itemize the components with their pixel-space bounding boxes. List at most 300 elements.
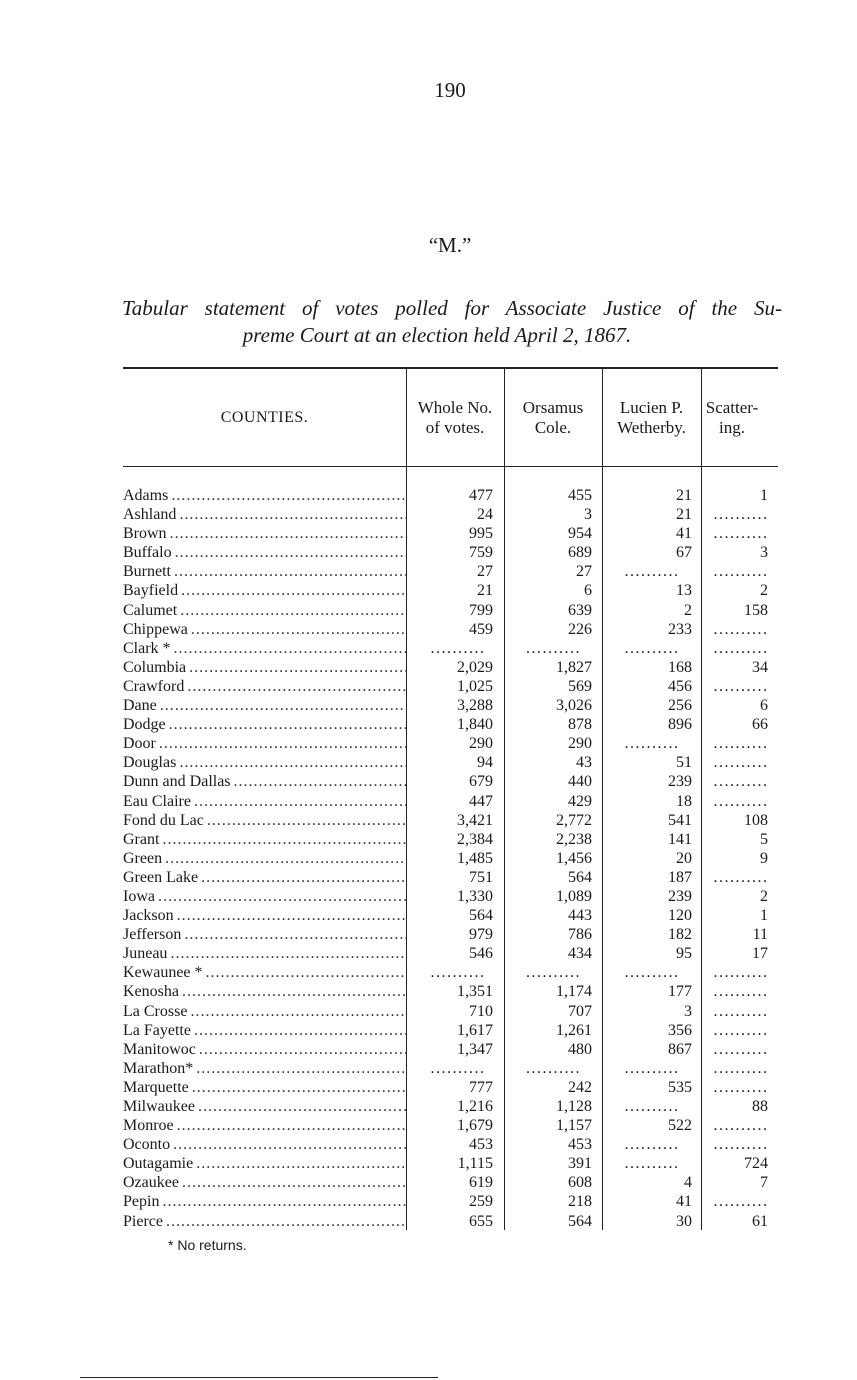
wetherby-votes-cell: 67 bbox=[676, 544, 692, 562]
dot-leader bbox=[170, 524, 406, 543]
county-name: Monroe bbox=[123, 1117, 174, 1135]
empty-dot-leader: .......... bbox=[713, 868, 769, 886]
dot-leader bbox=[196, 1154, 406, 1173]
table-row bbox=[123, 677, 778, 696]
table-row bbox=[123, 753, 778, 772]
empty-dot-leader: .......... bbox=[624, 1136, 680, 1154]
cole-votes-cell: 3 bbox=[584, 506, 592, 524]
empty-dot-leader: .......... bbox=[713, 773, 769, 791]
table-row bbox=[123, 1173, 778, 1192]
county-cell bbox=[123, 601, 406, 620]
cole-votes-cell: 1,261 bbox=[556, 1021, 592, 1039]
empty-dot-leader: .......... bbox=[713, 964, 769, 982]
header-line: ing. bbox=[719, 418, 745, 437]
table-row bbox=[123, 868, 778, 887]
header-line: Lucien P. bbox=[619, 398, 684, 417]
cole-votes-cell: 391 bbox=[568, 1155, 592, 1173]
county-name: Outagamie bbox=[123, 1155, 194, 1173]
wetherby-votes-cell: 120 bbox=[668, 907, 692, 925]
dot-leader bbox=[179, 505, 406, 524]
county-name: Juneau bbox=[123, 945, 168, 963]
county-cell bbox=[123, 849, 406, 868]
cole-votes-cell: 1,089 bbox=[556, 887, 592, 905]
empty-dot-leader: .......... bbox=[713, 1136, 769, 1154]
scattering-votes-cell: 3 bbox=[760, 544, 768, 562]
empty-dot-leader: .......... bbox=[430, 964, 486, 982]
table-row bbox=[123, 715, 778, 734]
cole-votes-cell: 707 bbox=[568, 1002, 592, 1020]
dot-leader bbox=[177, 906, 406, 925]
empty-dot-leader: .......... bbox=[713, 525, 769, 543]
county-cell bbox=[123, 620, 406, 639]
dot-leader bbox=[187, 677, 406, 696]
whole-votes-cell: 1,025 bbox=[457, 677, 493, 695]
county-name: Clark * bbox=[123, 639, 171, 657]
dot-leader bbox=[180, 601, 406, 620]
county-name: Door bbox=[123, 735, 156, 753]
county-cell bbox=[123, 734, 406, 753]
county-cell bbox=[123, 1173, 406, 1192]
whole-votes-cell: 759 bbox=[469, 544, 493, 562]
wetherby-votes-cell: 256 bbox=[668, 697, 692, 715]
wetherby-votes-cell: 896 bbox=[668, 716, 692, 734]
table-row bbox=[123, 505, 778, 524]
empty-dot-leader: .......... bbox=[713, 1040, 769, 1058]
whole-votes-cell: 447 bbox=[469, 792, 493, 810]
county-name: Jefferson bbox=[123, 926, 182, 944]
empty-dot-leader: .......... bbox=[713, 983, 769, 1001]
empty-dot-leader: .......... bbox=[526, 964, 581, 982]
dot-leader bbox=[207, 811, 406, 830]
cole-votes-cell: 6 bbox=[584, 582, 592, 600]
whole-votes-cell: 1,351 bbox=[457, 983, 493, 1001]
cole-votes-cell: 689 bbox=[568, 544, 592, 562]
caption-line-2: preme Court at an election held April 2, 1867. bbox=[242, 323, 632, 347]
scattering-votes-cell: 34 bbox=[752, 658, 768, 676]
county-name: Columbia bbox=[123, 658, 187, 676]
empty-dot-leader: .......... bbox=[713, 1002, 769, 1020]
header-whole-votes bbox=[406, 398, 504, 438]
header-cole bbox=[504, 398, 602, 438]
wetherby-votes-cell: 3 bbox=[684, 1002, 692, 1020]
county-name: Milwaukee bbox=[123, 1098, 195, 1115]
whole-votes-cell: 2,029 bbox=[457, 658, 493, 676]
whole-votes-cell: 1,617 bbox=[457, 1021, 493, 1039]
header-scattering bbox=[701, 398, 763, 438]
scattering-votes-cell: 5 bbox=[760, 830, 768, 848]
wetherby-votes-cell: 2 bbox=[684, 601, 692, 619]
whole-votes-cell: 1,347 bbox=[457, 1040, 493, 1058]
dot-leader bbox=[182, 982, 406, 1001]
whole-votes-cell: 710 bbox=[469, 1002, 493, 1020]
dot-leader bbox=[234, 772, 406, 791]
table-row bbox=[123, 562, 778, 581]
scattering-votes-cell: 108 bbox=[744, 811, 768, 829]
county-name: Buffalo bbox=[123, 544, 172, 562]
scattering-votes-cell: 2 bbox=[760, 887, 768, 905]
empty-dot-leader: .......... bbox=[624, 563, 680, 581]
table-row bbox=[123, 1212, 778, 1231]
cole-votes-cell: 569 bbox=[568, 677, 592, 695]
dot-leader bbox=[162, 1192, 406, 1211]
county-name: Manitowoc bbox=[123, 1040, 196, 1058]
table-row bbox=[123, 1116, 778, 1135]
table-row bbox=[123, 1021, 778, 1040]
header-bottom-rule bbox=[123, 466, 778, 467]
county-name: Dodge bbox=[123, 716, 166, 734]
cole-votes-cell: 1,128 bbox=[556, 1098, 592, 1115]
empty-dot-leader: .......... bbox=[713, 563, 769, 581]
whole-votes-cell: 1,840 bbox=[457, 716, 493, 734]
dot-leader bbox=[192, 1078, 406, 1097]
table-row bbox=[123, 963, 778, 982]
header-line: Wetherby. bbox=[617, 418, 686, 437]
county-cell bbox=[123, 925, 406, 944]
whole-votes-cell: 546 bbox=[469, 945, 493, 963]
wetherby-votes-cell: 95 bbox=[676, 945, 692, 963]
whole-votes-cell: 24 bbox=[477, 506, 493, 524]
empty-dot-leader: .......... bbox=[624, 735, 680, 753]
scattering-votes-cell: 66 bbox=[752, 716, 768, 734]
whole-votes-cell: 799 bbox=[469, 601, 493, 619]
table-row bbox=[123, 811, 778, 830]
county-cell bbox=[123, 1002, 406, 1021]
dot-leader bbox=[173, 1135, 406, 1154]
wetherby-votes-cell: 867 bbox=[668, 1040, 692, 1058]
wetherby-votes-cell: 233 bbox=[668, 620, 692, 638]
cole-votes-cell: 43 bbox=[576, 754, 592, 772]
whole-votes-cell: 1,679 bbox=[457, 1117, 493, 1135]
whole-votes-cell: 679 bbox=[469, 773, 493, 791]
cole-votes-cell: 440 bbox=[568, 773, 592, 791]
cole-votes-cell: 429 bbox=[568, 792, 592, 810]
footnote: * No returns. bbox=[168, 1237, 247, 1253]
table-row bbox=[123, 887, 778, 906]
header-line: Whole No. bbox=[417, 398, 493, 417]
dot-leader bbox=[182, 1173, 406, 1192]
whole-votes-cell: 459 bbox=[469, 620, 493, 638]
empty-dot-leader: .......... bbox=[713, 792, 769, 810]
dot-leader bbox=[174, 639, 406, 658]
empty-dot-leader: .......... bbox=[713, 1193, 769, 1211]
whole-votes-cell: 564 bbox=[469, 907, 493, 925]
whole-votes-cell: 1,216 bbox=[457, 1098, 493, 1115]
table-row bbox=[123, 772, 778, 791]
table-caption bbox=[122, 295, 782, 349]
cole-votes-cell: 218 bbox=[568, 1193, 592, 1211]
header-line: Orsamus bbox=[522, 398, 584, 417]
county-cell bbox=[123, 944, 406, 963]
empty-dot-leader: .......... bbox=[624, 964, 680, 982]
dot-leader bbox=[206, 963, 406, 982]
empty-dot-leader: .......... bbox=[526, 1059, 581, 1077]
county-cell bbox=[123, 639, 406, 658]
county-cell bbox=[123, 1212, 406, 1231]
county-name: Eau Claire bbox=[123, 792, 191, 810]
caption-line-1: Tabular statement of votes polled for Associate Justice of the Su- bbox=[122, 296, 782, 320]
county-name: Oconto bbox=[123, 1136, 171, 1154]
county-cell bbox=[123, 562, 406, 581]
cole-votes-cell: 480 bbox=[568, 1040, 592, 1058]
dot-leader bbox=[194, 1021, 406, 1040]
wetherby-votes-cell: 30 bbox=[676, 1212, 692, 1230]
vote-table bbox=[123, 486, 778, 1231]
whole-votes-cell: 27 bbox=[477, 563, 493, 581]
county-name: Crawford bbox=[123, 677, 185, 695]
table-row bbox=[123, 601, 778, 620]
county-cell bbox=[123, 1059, 406, 1078]
table-row bbox=[123, 486, 778, 505]
cole-votes-cell: 1,157 bbox=[556, 1117, 592, 1135]
table-row bbox=[123, 543, 778, 562]
empty-dot-leader: .......... bbox=[713, 506, 769, 524]
table-row bbox=[123, 620, 778, 639]
empty-dot-leader: .......... bbox=[713, 639, 769, 657]
county-cell bbox=[123, 753, 406, 772]
whole-votes-cell: 751 bbox=[469, 868, 493, 886]
table-row bbox=[123, 581, 778, 600]
page-number: 190 bbox=[434, 78, 466, 102]
cole-votes-cell: 564 bbox=[568, 868, 592, 886]
wetherby-votes-cell: 239 bbox=[668, 887, 692, 905]
wetherby-votes-cell: 356 bbox=[668, 1021, 692, 1039]
county-cell bbox=[123, 1040, 406, 1059]
empty-dot-leader: .......... bbox=[713, 1021, 769, 1039]
table-row bbox=[123, 1040, 778, 1059]
table-row bbox=[123, 1097, 778, 1116]
bottom-rule bbox=[80, 1377, 438, 1378]
empty-dot-leader: .......... bbox=[713, 677, 769, 695]
wetherby-votes-cell: 4 bbox=[684, 1174, 692, 1192]
county-cell bbox=[123, 772, 406, 791]
scattering-votes-cell: 11 bbox=[752, 926, 768, 944]
dot-leader bbox=[160, 696, 406, 715]
wetherby-votes-cell: 239 bbox=[668, 773, 692, 791]
dot-leader bbox=[190, 1002, 406, 1021]
county-cell bbox=[123, 811, 406, 830]
empty-dot-leader: .......... bbox=[624, 639, 680, 657]
dot-leader bbox=[199, 1040, 406, 1059]
whole-votes-cell: 1,115 bbox=[457, 1155, 493, 1173]
wetherby-votes-cell: 41 bbox=[676, 1193, 692, 1211]
county-cell bbox=[123, 830, 406, 849]
cole-votes-cell: 564 bbox=[568, 1212, 592, 1230]
header-counties: COUNTIES. bbox=[220, 409, 309, 426]
cole-votes-cell: 455 bbox=[568, 487, 592, 504]
wetherby-votes-cell: 20 bbox=[676, 849, 692, 867]
county-cell bbox=[123, 982, 406, 1001]
whole-votes-cell: 619 bbox=[469, 1174, 493, 1192]
header-line: Cole. bbox=[534, 418, 572, 437]
table-row bbox=[123, 1059, 778, 1078]
county-name: Pierce bbox=[123, 1212, 163, 1230]
whole-votes-cell: 2,384 bbox=[457, 830, 493, 848]
empty-dot-leader: .......... bbox=[624, 1155, 680, 1173]
scattering-votes-cell: 9 bbox=[760, 849, 768, 867]
whole-votes-cell: 3,288 bbox=[457, 697, 493, 715]
empty-dot-leader: .......... bbox=[430, 1059, 486, 1077]
wetherby-votes-cell: 456 bbox=[668, 677, 692, 695]
table-row bbox=[123, 982, 778, 1001]
county-name: La Fayette bbox=[123, 1021, 191, 1039]
cole-votes-cell: 443 bbox=[568, 907, 592, 925]
whole-votes-cell: 453 bbox=[469, 1136, 493, 1154]
dot-leader bbox=[175, 543, 406, 562]
county-name: Pepin bbox=[123, 1193, 160, 1211]
county-name: Kewaunee * bbox=[123, 964, 203, 982]
empty-dot-leader: .......... bbox=[713, 735, 769, 753]
table-row bbox=[123, 524, 778, 543]
cole-votes-cell: 608 bbox=[568, 1174, 592, 1192]
dot-leader bbox=[166, 1212, 406, 1231]
empty-dot-leader: .......... bbox=[624, 1098, 680, 1115]
county-cell bbox=[123, 658, 406, 677]
cole-votes-cell: 290 bbox=[568, 735, 592, 753]
county-name: Calumet bbox=[123, 601, 178, 619]
dot-leader bbox=[179, 753, 406, 772]
scattering-votes-cell: 7 bbox=[760, 1174, 768, 1192]
whole-votes-cell: 655 bbox=[469, 1212, 493, 1230]
scattering-votes-cell: 88 bbox=[752, 1098, 768, 1115]
county-cell bbox=[123, 868, 406, 887]
dot-leader bbox=[158, 887, 406, 906]
dot-leader bbox=[171, 486, 406, 505]
table-top-rule bbox=[123, 367, 778, 369]
empty-dot-leader: .......... bbox=[713, 620, 769, 638]
empty-dot-leader: .......... bbox=[713, 1059, 769, 1077]
scattering-votes-cell: 6 bbox=[760, 697, 768, 715]
dot-leader bbox=[170, 944, 406, 963]
cole-votes-cell: 1,456 bbox=[556, 849, 592, 867]
dot-leader bbox=[174, 562, 406, 581]
cole-votes-cell: 639 bbox=[568, 601, 592, 619]
wetherby-votes-cell: 182 bbox=[668, 926, 692, 944]
county-cell bbox=[123, 1192, 406, 1211]
cole-votes-cell: 1,174 bbox=[556, 983, 592, 1001]
table-row bbox=[123, 1002, 778, 1021]
scattering-votes-cell: 1 bbox=[760, 487, 768, 504]
county-cell bbox=[123, 792, 406, 811]
whole-votes-cell: 290 bbox=[469, 735, 493, 753]
county-cell bbox=[123, 505, 406, 524]
cole-votes-cell: 434 bbox=[568, 945, 592, 963]
empty-dot-leader: .......... bbox=[713, 754, 769, 772]
scattering-votes-cell: 1 bbox=[760, 907, 768, 925]
cole-votes-cell: 1,827 bbox=[556, 658, 592, 676]
county-cell bbox=[123, 543, 406, 562]
wetherby-votes-cell: 187 bbox=[668, 868, 692, 886]
empty-dot-leader: .......... bbox=[713, 1078, 769, 1096]
scattering-votes-cell: 2 bbox=[760, 582, 768, 600]
whole-votes-cell: 94 bbox=[477, 754, 493, 772]
county-cell bbox=[123, 581, 406, 600]
county-name: Adams bbox=[123, 487, 169, 504]
whole-votes-cell: 21 bbox=[477, 582, 493, 600]
wetherby-votes-cell: 522 bbox=[668, 1117, 692, 1135]
whole-votes-cell: 3,421 bbox=[457, 811, 493, 829]
dot-leader bbox=[201, 868, 406, 887]
cole-votes-cell: 27 bbox=[576, 563, 592, 581]
wetherby-votes-cell: 51 bbox=[676, 754, 692, 772]
dot-leader bbox=[184, 925, 406, 944]
wetherby-votes-cell: 141 bbox=[668, 830, 692, 848]
county-cell bbox=[123, 486, 406, 505]
county-cell bbox=[123, 963, 406, 982]
wetherby-votes-cell: 21 bbox=[676, 506, 692, 524]
cole-votes-cell: 954 bbox=[568, 525, 592, 543]
county-cell bbox=[123, 1021, 406, 1040]
table-row bbox=[123, 1192, 778, 1211]
dot-leader bbox=[165, 849, 406, 868]
cole-votes-cell: 878 bbox=[568, 716, 592, 734]
table-row bbox=[123, 658, 778, 677]
county-cell bbox=[123, 1135, 406, 1154]
dot-leader bbox=[169, 715, 406, 734]
dot-leader bbox=[196, 1059, 406, 1078]
county-name: Bayfield bbox=[123, 582, 179, 600]
header-line: of votes. bbox=[425, 418, 485, 437]
county-name: Green Lake bbox=[123, 868, 199, 886]
whole-votes-cell: 995 bbox=[469, 525, 493, 543]
county-name: Chippewa bbox=[123, 620, 188, 638]
wetherby-votes-cell: 177 bbox=[668, 983, 692, 1001]
cole-votes-cell: 2,238 bbox=[556, 830, 592, 848]
wetherby-votes-cell: 168 bbox=[668, 658, 692, 676]
whole-votes-cell: 477 bbox=[469, 487, 493, 504]
wetherby-votes-cell: 18 bbox=[676, 792, 692, 810]
county-name: Fond du Lac bbox=[123, 811, 204, 829]
county-cell bbox=[123, 1116, 406, 1135]
scattering-votes-cell: 158 bbox=[744, 601, 768, 619]
empty-dot-leader: .......... bbox=[624, 1059, 680, 1077]
wetherby-votes-cell: 541 bbox=[668, 811, 692, 829]
table-row bbox=[123, 1078, 778, 1097]
wetherby-votes-cell: 535 bbox=[668, 1078, 692, 1096]
dot-leader bbox=[159, 734, 406, 753]
section-mark: “M.” bbox=[428, 233, 472, 257]
county-cell bbox=[123, 715, 406, 734]
table-row bbox=[123, 830, 778, 849]
whole-votes-cell: 979 bbox=[469, 926, 493, 944]
table-row bbox=[123, 944, 778, 963]
table-row bbox=[123, 906, 778, 925]
header-line: Scatter- bbox=[705, 398, 759, 417]
wetherby-votes-cell: 21 bbox=[676, 487, 692, 504]
table-row bbox=[123, 1135, 778, 1154]
scattering-votes-cell: 61 bbox=[752, 1212, 768, 1230]
county-cell bbox=[123, 696, 406, 715]
dot-leader bbox=[189, 658, 406, 677]
table-row bbox=[123, 849, 778, 868]
whole-votes-cell: 1,330 bbox=[457, 887, 493, 905]
empty-dot-leader: .......... bbox=[430, 639, 486, 657]
county-name: Marquette bbox=[123, 1078, 189, 1096]
county-name: Brown bbox=[123, 525, 167, 543]
county-name: Dane bbox=[123, 697, 157, 715]
county-name: Iowa bbox=[123, 887, 155, 905]
county-name: Kenosha bbox=[123, 983, 179, 1001]
wetherby-votes-cell: 41 bbox=[676, 525, 692, 543]
cole-votes-cell: 242 bbox=[568, 1078, 592, 1096]
scattering-votes-cell: 17 bbox=[752, 945, 768, 963]
cole-votes-cell: 786 bbox=[568, 926, 592, 944]
dot-leader bbox=[162, 830, 406, 849]
county-name: Ashland bbox=[123, 506, 177, 524]
dot-leader bbox=[181, 581, 406, 600]
table-row bbox=[123, 925, 778, 944]
cole-votes-cell: 226 bbox=[568, 620, 592, 638]
wetherby-votes-cell: 13 bbox=[676, 582, 692, 600]
